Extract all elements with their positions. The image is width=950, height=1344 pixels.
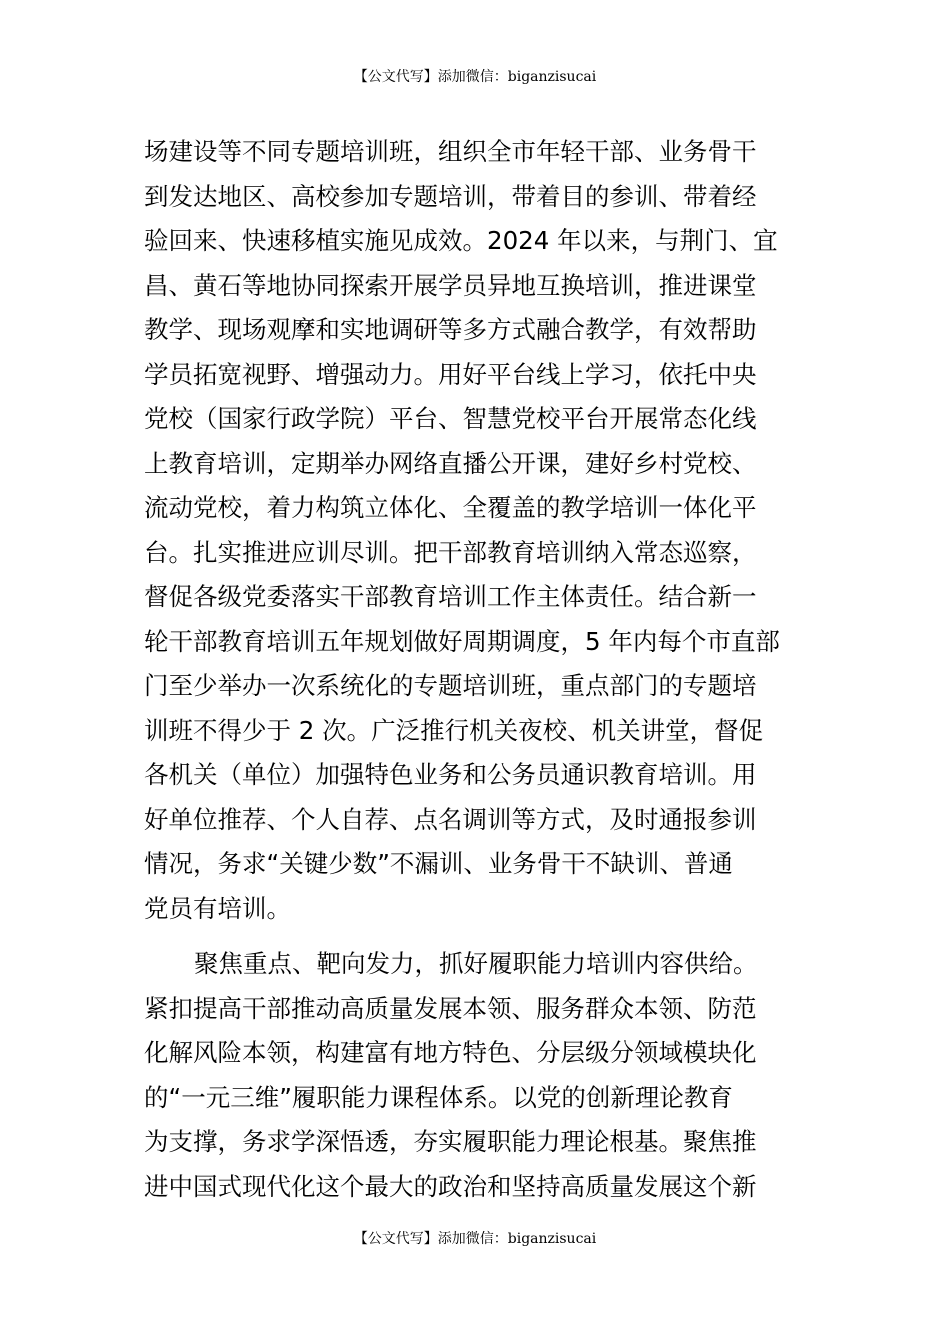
- text-line: 到发达地区、高校参加专题培训，带着目的参训、带着经: [144, 181, 757, 211]
- text-line: 各机关（单位）加强特色业务和公务员通识教育培训。用: [144, 760, 757, 789]
- text-line: 流动党校，着力构筑立体化、全覆盖的教学培训一体化平: [144, 493, 757, 522]
- paragraph-2: [144, 942, 809, 1209]
- text-line: 学员拓宽视野、增强动力。用好平台线上学习，依托中央: [144, 359, 757, 389]
- text-line: 党校（国家行政学院）平台、智慧党校平台开展常态化线: [144, 404, 757, 433]
- text-line: 教学、现场观摩和实地调研等多方式融合教学，有效帮助: [144, 315, 757, 344]
- text-line: 轮干部教育培训五年规划做好周期调度，5 年内每个市直部: [144, 626, 780, 656]
- text-line: 紧扣提高干部推动高质量发展本领、服务群众本领、防范: [144, 993, 757, 1023]
- paragraph-1: [144, 130, 809, 931]
- text-line: 上教育培训，定期举办网络直播公开课，建好乡村党校、: [144, 448, 757, 478]
- text-line: 情况，务求“关键少数”不漏训、业务骨干不缺训、普通: [144, 849, 733, 878]
- text-line: 督促各级党委落实干部教育培训工作主体责任。结合新一: [144, 582, 757, 611]
- text-line: 聚焦重点、靶向发力，抓好履职能力培训内容供给。: [194, 949, 758, 978]
- text-line: 化解风险本领，构建富有地方特色、分层级分领域模块化: [144, 1038, 757, 1067]
- document-body: [144, 130, 809, 1209]
- page-header: 【公文代写】添加微信：biganzisucai: [353, 69, 597, 85]
- text-line: 门至少举办一次系统化的专题培训班，重点部门的专题培: [144, 671, 757, 700]
- text-line: 为支撑，务求学深悟透，夯实履职能力理论根基。聚焦推: [144, 1127, 757, 1156]
- text-line: 验回来、快速移植实施见成效。2024 年以来，与荆门、宜: [144, 226, 778, 255]
- page-footer: 【公文代写】添加微信：biganzisucai: [353, 1231, 597, 1247]
- text-line: 训班不得少于 2 次。广泛推行机关夜校、机关讲堂，督促: [144, 715, 764, 745]
- text-line: 的“一元三维”履职能力课程体系。以党的创新理论教育: [144, 1082, 733, 1112]
- text-line: 台。扎实推进应训尽训。把干部教育培训纳入常态巡察，: [144, 537, 757, 567]
- text-line: 场建设等不同专题培训班，组织全市年轻干部、业务骨干: [144, 137, 757, 166]
- text-line: 好单位推荐、个人自荐、点名调训等方式，及时通报参训: [144, 804, 757, 834]
- text-line: 进中国式现代化这个最大的政治和坚持高质量发展这个新: [144, 1171, 757, 1201]
- text-line: 昌、黄石等地协同探索开展学员异地互换培训，推进课堂: [144, 270, 757, 300]
- text-line: 党员有培训。: [144, 893, 291, 923]
